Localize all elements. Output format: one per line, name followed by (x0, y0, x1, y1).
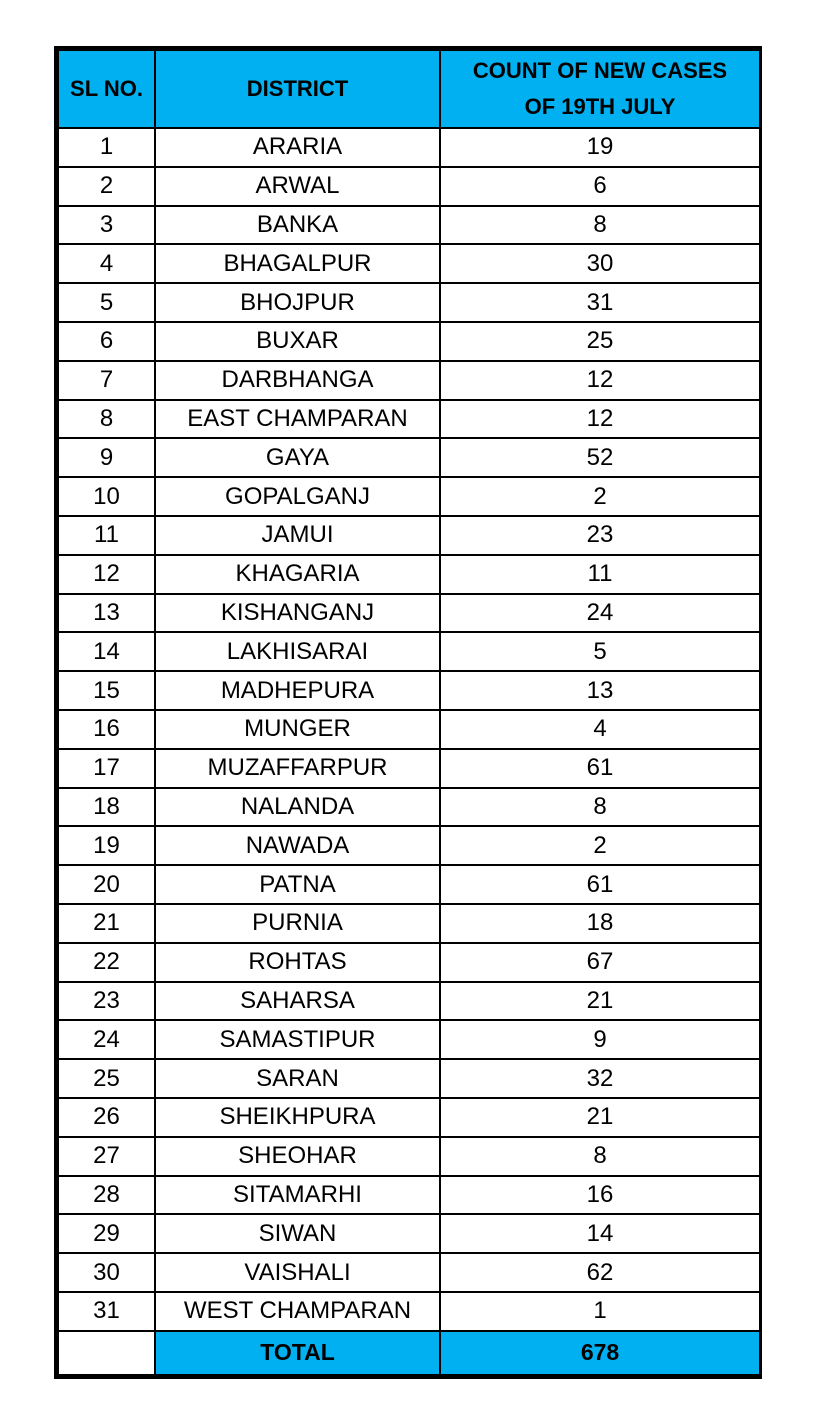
row-district: KHAGARIA (155, 555, 440, 594)
row-sl-no: 10 (58, 477, 155, 516)
row-sl-no: 19 (58, 826, 155, 865)
row-district: PURNIA (155, 904, 440, 943)
row-district: SITAMARHI (155, 1176, 440, 1215)
row-sl-no: 23 (58, 982, 155, 1021)
table-row (58, 206, 760, 245)
table-row (58, 710, 760, 749)
row-district: EAST CHAMPARAN (155, 400, 440, 439)
row-sl-no: 9 (58, 438, 155, 477)
row-sl-no: 1 (58, 128, 155, 167)
row-count: 31 (440, 283, 760, 322)
table-row (58, 1176, 760, 1215)
table-header (58, 50, 760, 128)
table-row (58, 477, 760, 516)
row-district: BUXAR (155, 322, 440, 361)
row-count: 14 (440, 1214, 760, 1253)
row-count: 52 (440, 438, 760, 477)
row-district: ROHTAS (155, 943, 440, 982)
row-count: 6 (440, 167, 760, 206)
total-row (58, 1331, 760, 1375)
row-district: BANKA (155, 206, 440, 245)
header-row (58, 50, 760, 128)
table-row (58, 244, 760, 283)
row-count: 12 (440, 400, 760, 439)
table-row (58, 594, 760, 633)
row-district: KISHANGANJ (155, 594, 440, 633)
table-row (58, 1137, 760, 1176)
table-row (58, 516, 760, 555)
header-sl-no: SL NO. (58, 50, 155, 128)
row-count: 21 (440, 982, 760, 1021)
row-count: 16 (440, 1176, 760, 1215)
header-count (440, 50, 760, 128)
table-row (58, 400, 760, 439)
row-count: 24 (440, 594, 760, 633)
total-label: TOTAL (155, 1331, 440, 1375)
table-row (58, 1098, 760, 1137)
table-row (58, 749, 760, 788)
cases-table-container (54, 46, 762, 1379)
row-district: WEST CHAMPARAN (155, 1292, 440, 1331)
row-sl-no: 13 (58, 594, 155, 633)
row-sl-no: 26 (58, 1098, 155, 1137)
row-count: 61 (440, 865, 760, 904)
table-row (58, 1214, 760, 1253)
row-district: SHEIKHPURA (155, 1098, 440, 1137)
row-sl-no: 15 (58, 671, 155, 710)
header-district: DISTRICT (155, 50, 440, 128)
row-sl-no: 7 (58, 361, 155, 400)
table-row (58, 438, 760, 477)
row-count: 5 (440, 632, 760, 671)
header-count-line2: OF 19TH JULY (524, 94, 676, 119)
table-row (58, 167, 760, 206)
row-sl-no: 30 (58, 1253, 155, 1292)
row-sl-no: 27 (58, 1137, 155, 1176)
row-sl-no: 17 (58, 749, 155, 788)
row-sl-no: 5 (58, 283, 155, 322)
row-count: 19 (440, 128, 760, 167)
row-sl-no: 14 (58, 632, 155, 671)
table-row (58, 826, 760, 865)
row-count: 18 (440, 904, 760, 943)
row-district: PATNA (155, 865, 440, 904)
table-row (58, 128, 760, 167)
row-district: NAWADA (155, 826, 440, 865)
header-count-line1: COUNT OF NEW CASES (472, 58, 728, 83)
row-count: 25 (440, 322, 760, 361)
row-count: 67 (440, 943, 760, 982)
row-sl-no: 28 (58, 1176, 155, 1215)
row-district: SHEOHAR (155, 1137, 440, 1176)
table-row (58, 555, 760, 594)
row-sl-no: 25 (58, 1059, 155, 1098)
row-district: NALANDA (155, 788, 440, 827)
row-district: SAHARSA (155, 982, 440, 1021)
row-district: JAMUI (155, 516, 440, 555)
row-district: DARBHANGA (155, 361, 440, 400)
row-count: 13 (440, 671, 760, 710)
row-sl-no: 6 (58, 322, 155, 361)
row-sl-no: 12 (58, 555, 155, 594)
row-sl-no: 4 (58, 244, 155, 283)
row-district: MUNGER (155, 710, 440, 749)
row-count: 2 (440, 477, 760, 516)
table-row (58, 982, 760, 1021)
row-count: 30 (440, 244, 760, 283)
row-count: 8 (440, 788, 760, 827)
row-district: ARWAL (155, 167, 440, 206)
row-district: SIWAN (155, 1214, 440, 1253)
total-value: 678 (440, 1331, 760, 1375)
row-district: GAYA (155, 438, 440, 477)
total-sl-blank (58, 1331, 155, 1375)
row-count: 4 (440, 710, 760, 749)
table-row (58, 865, 760, 904)
table-row (58, 283, 760, 322)
row-district: VAISHALI (155, 1253, 440, 1292)
table-row (58, 1059, 760, 1098)
row-sl-no: 31 (58, 1292, 155, 1331)
row-district: MUZAFFARPUR (155, 749, 440, 788)
table-row (58, 1292, 760, 1331)
row-count: 1 (440, 1292, 760, 1331)
table-row (58, 632, 760, 671)
row-district: SARAN (155, 1059, 440, 1098)
row-count: 23 (440, 516, 760, 555)
table-row (58, 788, 760, 827)
row-sl-no: 2 (58, 167, 155, 206)
row-district: BHAGALPUR (155, 244, 440, 283)
row-count: 21 (440, 1098, 760, 1137)
table-footer (58, 1331, 760, 1375)
row-district: MADHEPURA (155, 671, 440, 710)
row-count: 32 (440, 1059, 760, 1098)
table-row (58, 322, 760, 361)
table-row (58, 361, 760, 400)
row-district: SAMASTIPUR (155, 1020, 440, 1059)
row-sl-no: 16 (58, 710, 155, 749)
row-sl-no: 20 (58, 865, 155, 904)
row-count: 9 (440, 1020, 760, 1059)
row-count: 8 (440, 206, 760, 245)
row-district: GOPALGANJ (155, 477, 440, 516)
row-sl-no: 11 (58, 516, 155, 555)
table-body (58, 128, 760, 1331)
table-row (58, 1253, 760, 1292)
row-count: 62 (440, 1253, 760, 1292)
row-district: ARARIA (155, 128, 440, 167)
table-row (58, 671, 760, 710)
row-sl-no: 18 (58, 788, 155, 827)
row-district: BHOJPUR (155, 283, 440, 322)
row-sl-no: 8 (58, 400, 155, 439)
cases-table (57, 49, 761, 1376)
row-count: 12 (440, 361, 760, 400)
row-count: 2 (440, 826, 760, 865)
row-count: 61 (440, 749, 760, 788)
row-sl-no: 22 (58, 943, 155, 982)
row-sl-no: 21 (58, 904, 155, 943)
row-district: LAKHISARAI (155, 632, 440, 671)
row-sl-no: 29 (58, 1214, 155, 1253)
row-count: 8 (440, 1137, 760, 1176)
row-count: 11 (440, 555, 760, 594)
row-sl-no: 3 (58, 206, 155, 245)
row-sl-no: 24 (58, 1020, 155, 1059)
table-row (58, 943, 760, 982)
table-row (58, 904, 760, 943)
table-row (58, 1020, 760, 1059)
